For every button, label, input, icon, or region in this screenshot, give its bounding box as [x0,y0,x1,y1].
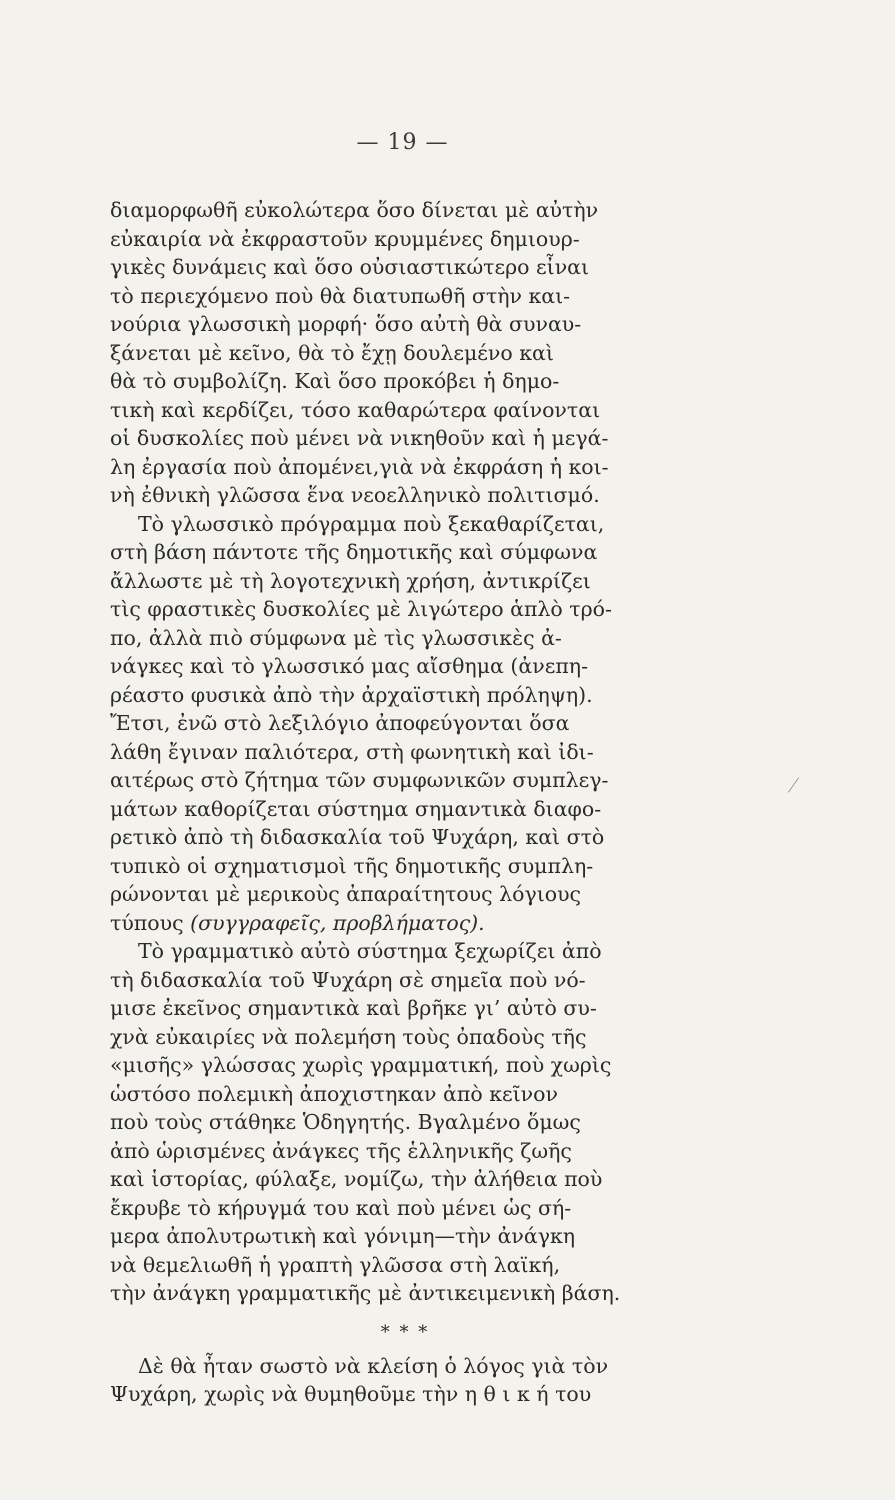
text-line-content: πο, ἀλλὰ πιὸ σύμφωνα μὲ τὶς γλωσσικὲς ἀ- [110,625,562,650]
text-line [110,396,700,425]
text-line [110,225,700,254]
text-line [110,795,700,824]
text-line [110,709,700,738]
text-line [110,738,700,767]
text-line [110,595,700,624]
text-line-content: εὐκαιρία νὰ ἐκφραστοῦν κρυμμένες δημιουρ- [110,226,580,251]
text-line [110,567,700,596]
text-line-content: λάθη ἔγιναν παλιότερα, στὴ φωνητικὴ καὶ ἰδι- [110,739,594,764]
text-line [110,367,700,396]
text-line [110,880,700,909]
text-line-content: τύπους [110,910,184,935]
text-line-content: ὡστόσο πολεμικὴ ἀποχιστηκαν ἀπὸ κεῖνον [110,1081,558,1106]
text-line-content: Τὸ γραμματικὸ αὐτὸ σύστημα ξεχωρίζει ἀπὸ [138,939,602,963]
text-line [110,966,700,995]
text-line-content: ἔκρυβε τὸ κήρυγμά του καὶ ποὺ μένει ὡς σή- [110,1195,572,1220]
text-line-content: θὰ τὸ συμβολίζη. Καὶ ὅσο προκόβει ἡ δημο- [110,369,560,393]
text-line [110,282,700,311]
text-line-content: Ἔτσι, ἐνῶ στὸ λεξιλόγιο ἀποφεύγονται ὅσα [110,711,570,735]
text-line [110,1279,700,1308]
text-line [110,624,700,653]
text-line-content: ρέαστο φυσικὰ ἀπὸ τὴν ἀρχαϊστικὴ πρόληψη). [110,682,593,707]
text-line-content: γικὲς δυνάμεις καὶ ὅσο οὐσιαστικώτερο εἶναι [110,255,590,279]
text-line [110,681,700,710]
text-line-content: μάτων καθορίζεται σύστημα σημαντικὰ διαφο- [110,796,602,821]
text-line-content: ξάνεται μὲ κεῖνο, θὰ τὸ ἔχῃ δουλεμένο καὶ [110,340,554,365]
text-line [110,1023,700,1052]
text-line-content: τὶς φραστικὲς δυσκολίες μὲ λιγώτερο ἁπλὸ τρό- [110,597,612,621]
text-line-content: καὶ ἱστορίας, φύλαξε, νομίζω, τὴν ἀλήθεια ποὺ [110,1167,603,1191]
text-line-content: «μισῆς» γλώσσας χωρὶς γραμματική, ποὺ χωρὶς [110,1053,612,1077]
text-line [110,481,700,510]
text-line-content: μισε ἐκεῖνος σημαντικὰ καὶ βρῆκε γι’ αὐτὸ συ- [110,996,597,1020]
text-line [110,424,700,453]
text-line [110,1051,700,1080]
text-line [110,510,700,539]
text-line-content: διαμορφωθῆ εὐκολώτερα ὅσο δίνεται μὲ αὐτὴν [110,198,599,222]
text-line [110,994,700,1023]
page-number: — 19 — [356,130,449,155]
text-line-content: ἄλλωστε μὲ τὴ λογοτεχνικὴ χρήση, ἀντικρίζει [110,568,591,593]
text-line [110,1222,700,1251]
text-line-content: Τὸ γλωσσικὸ πρόγραμμα ποὺ ξεκαθαρίζεται, [138,511,605,536]
text-line [110,1194,700,1223]
text-line [110,1080,700,1109]
text-line [110,1251,700,1280]
text-line-content: νὰ θεμελιωθῆ ἡ γραπτὴ γλῶσσα στὴ λαϊκή, [110,1252,561,1277]
text-line [110,1108,700,1137]
text-line-content: Ψυχάρη, χωρὶς νὰ θυμηθοῦμε τὴν η θ ι κ ή του [110,1382,592,1406]
text-line [110,538,700,567]
text-line [110,310,700,339]
section-separator: * * * [380,1321,430,1343]
text-line-content: νάγκες καὶ τὸ γλωσσικό μας αἴσθημα (ἀνεπη- [110,654,589,678]
text-line [110,1352,700,1381]
text-line [110,852,700,881]
text-line-content: τικὴ καὶ κερδίζει, τόσο καθαρώτερα φαίνονται [110,397,601,422]
text-line-content: τὴν ἀνάγκη γραμματικῆς μὲ ἀντικειμενικὴ βάση. [110,1281,621,1305]
margin-mark [788,777,799,792]
text-line-content: νούρια γλωσσικὴ μορφή· ὅσο αὐτὴ θὰ συναυ- [110,312,582,336]
text-line-content: τὴ διδασκαλία τοῦ Ψυχάρη σὲ σημεῖα ποὺ νό- [110,967,586,992]
text-line-content: στὴ βάση πάντοτε τῆς δημοτικῆς καὶ σύμφωνα [110,540,598,564]
text-line-content: μερα ἀπολυτρωτικὴ καὶ γόνιμη—τὴν ἀνάγκη [110,1224,576,1248]
text-line-content: οἱ δυσκολίες ποὺ μένει νὰ νικηθοῦν καὶ ἡ μεγά- [110,426,609,450]
text-line-content: χνὰ εὐκαιρίες νὰ πολεμήση τοὺς ὀπαδοὺς τῆς [110,1024,587,1049]
text-line [110,1137,700,1166]
text-line-content: τυπικὸ οἱ σχηματισμοὶ τῆς δημοτικῆς συμπλη- [110,853,594,878]
text-line-content: αιτέρως στὸ ζήτημα τῶν συμφωνικῶν συμπλεγ- [110,768,609,792]
text-line-content: ποὺ τοὺς στάθηκε Ὁδηγητής. Βγαλμένο ὅμως [110,1110,581,1134]
text-line [110,652,700,681]
body-text [110,196,700,1409]
text-line [110,1165,700,1194]
text-line-content: νὴ ἐθνικὴ γλῶσσα ἕνα νεοελληνικὸ πολιτισμό. [110,483,600,507]
text-line-content: τὸ περιεχόμενο ποὺ θὰ διατυπωθῆ στὴν και- [110,283,571,308]
text-line [110,339,700,368]
text-line-content: ἀπὸ ὡρισμένες ἀνάγκες τῆς ἑλληνικῆς ζωῆς [110,1138,572,1163]
text-line [110,1380,700,1409]
text-line [110,937,700,966]
text-line [110,909,700,938]
text-line [110,823,700,852]
italic-citation: (συγγραφεῖς, προβλήματος). [190,910,485,935]
text-line [110,196,700,225]
text-line [110,453,700,482]
text-line-content: ρετικὸ ἀπὸ τὴ διδασκαλία τοῦ Ψυχάρη, καὶ στὸ [110,825,605,849]
text-line [110,253,700,282]
text-line-content: Δὲ θὰ ἦταν σωστὸ νὰ κλείση ὁ λόγος γιὰ τὸν [138,1353,609,1378]
text-line-content: ρώνονται μὲ μερικοὺς ἀπαραίτητους λόγιους [110,882,582,906]
text-line [110,766,700,795]
text-line-content: λη ἐργασία ποὺ ἀπομένει,γιὰ νὰ ἐκφράση ἡ κοι- [110,454,609,479]
